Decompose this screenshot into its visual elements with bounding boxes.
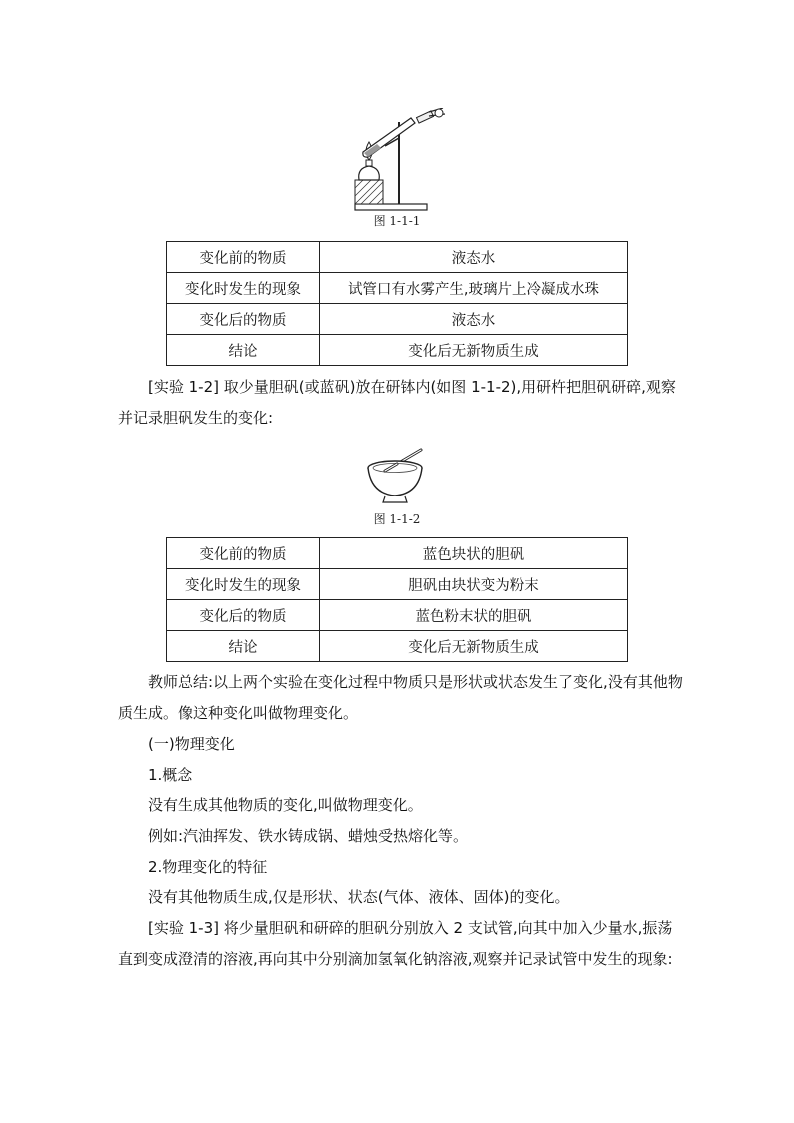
teacher-summary-paragraph: 教师总结:以上两个实验在变化过程中物质只是形状或状态发生了变化,没有其他物质生成。像这种变化叫做物理变化。 — [118, 673, 683, 722]
table-row — [167, 335, 628, 366]
table-cell-label: 结论 — [167, 631, 320, 662]
feature-heading: 2.物理变化的特征 — [148, 858, 268, 876]
table-cell-value: 蓝色块状的胆矾 — [320, 538, 628, 569]
table-cell-value: 液态水 — [320, 304, 628, 335]
table-row — [167, 538, 628, 569]
table-cell-label: 结论 — [167, 335, 320, 366]
figure-1-1-1-caption: 图 1-1-1 — [373, 214, 421, 228]
table-cell-label: 变化前的物质 — [167, 538, 320, 569]
table-cell-value: 液态水 — [320, 242, 628, 273]
experiment-1-table — [166, 241, 628, 366]
table-row — [167, 600, 628, 631]
heating-apparatus-illustration — [347, 108, 447, 212]
experiment-1-3-paragraph: [实验 1-3] 将少量胆矾和研碎的胆矾分别放入 2 支试管,向其中加入少量水,振荡直到变成澄清的溶液,再向其中分别滴加氢氧化钠溶液,观察并记录试管中发生的现象: — [118, 919, 673, 968]
experiment-2-table — [166, 537, 628, 662]
concept-heading: 1.概念 — [148, 766, 193, 784]
table-cell-label: 变化后的物质 — [167, 600, 320, 631]
concept-example: 例如:汽油挥发、铁水铸成锅、蜡烛受热熔化等。 — [148, 827, 469, 845]
concept-definition: 没有生成其他物质的变化,叫做物理变化。 — [148, 796, 423, 814]
table-row — [167, 273, 628, 304]
table-cell-value: 胆矾由块状变为粉末 — [320, 569, 628, 600]
section-heading: (一)物理变化 — [148, 735, 235, 753]
mortar-pestle-illustration — [365, 448, 429, 506]
figure-1-1-2 — [0, 448, 794, 510]
feature-text: 没有其他物质生成,仅是形状、状态(气体、液体、固体)的变化。 — [148, 888, 570, 906]
table-row — [167, 304, 628, 335]
table-row — [167, 631, 628, 662]
table-cell-value: 蓝色粉末状的胆矾 — [320, 600, 628, 631]
experiment-1-2-paragraph: [实验 1-2] 取少量胆矾(或蓝矾)放在研钵内(如图 1-1-2),用研杵把胆矾研碎,观察并记录胆矾发生的变化: — [118, 378, 676, 427]
table-row — [167, 242, 628, 273]
table-cell-label: 变化时发生的现象 — [167, 569, 320, 600]
table-cell-value: 试管口有水雾产生,玻璃片上冷凝成水珠 — [320, 273, 628, 304]
table-cell-label: 变化后的物质 — [167, 304, 320, 335]
table-cell-label: 变化时发生的现象 — [167, 273, 320, 304]
table-row — [167, 569, 628, 600]
figure-1-1-1 — [0, 108, 794, 216]
table-cell-value: 变化后无新物质生成 — [320, 335, 628, 366]
table-cell-value: 变化后无新物质生成 — [320, 631, 628, 662]
table-cell-label: 变化前的物质 — [167, 242, 320, 273]
figure-1-1-2-caption: 图 1-1-2 — [373, 512, 421, 526]
